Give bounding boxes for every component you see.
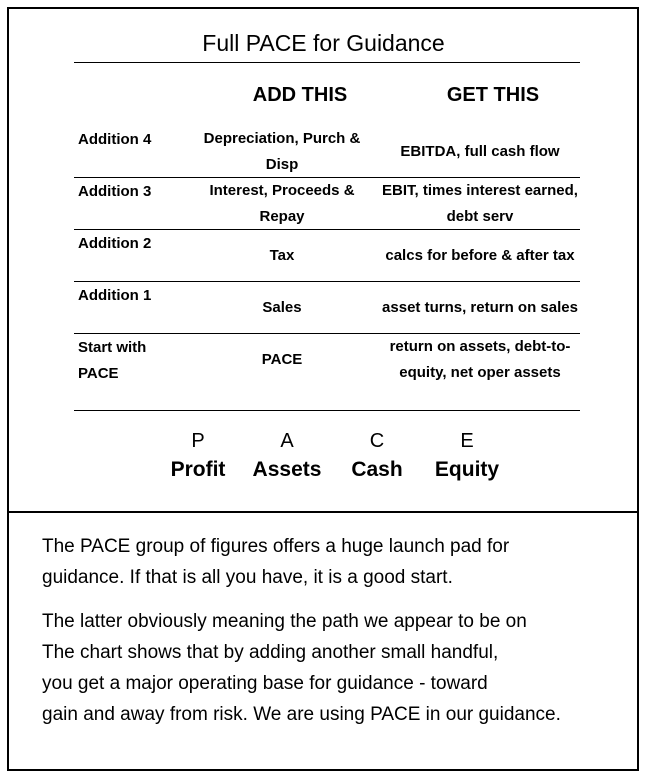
page-title: Full PACE for Guidance — [202, 30, 445, 56]
row-get: EBITDA, full cash flow — [400, 143, 560, 160]
header-add-this: ADD THIS — [252, 84, 348, 106]
pace-item-assets — [242, 428, 332, 486]
row-get: return on assets, debt-to-equity, net oper assets — [389, 338, 571, 381]
pace-letter: C — [369, 430, 385, 452]
table-row — [74, 178, 580, 230]
row-label: Addition 1 — [78, 287, 152, 304]
table-row — [74, 126, 580, 178]
pace-letter: A — [280, 430, 294, 452]
table-row — [74, 334, 580, 386]
paragraph-line: The chart shows that by adding another small handful, — [42, 642, 499, 663]
table-bottom-rule — [74, 410, 580, 411]
pace-word: Assets — [252, 458, 322, 481]
row-get: calcs for before & after tax — [385, 247, 575, 264]
paragraph-1 — [42, 531, 622, 593]
pace-word: Cash — [351, 458, 403, 481]
table-row — [74, 230, 580, 282]
row-label: Start with PACE — [78, 339, 147, 382]
row-label: Addition 2 — [78, 235, 152, 252]
pace-item-cash — [332, 428, 422, 486]
paragraph-line: The PACE group of figures offers a huge launch pad for — [42, 536, 510, 557]
pace-word: Equity — [434, 458, 500, 481]
table-row — [74, 282, 580, 334]
row-add: Sales — [262, 299, 302, 316]
paragraph-line: guidance. If that is all you have, it is a good start. — [42, 567, 453, 588]
pace-letter: E — [460, 430, 474, 452]
row-get: EBIT, times interest earned, debt serv — [382, 182, 578, 225]
paragraph-line: gain and away from risk. We are using PACE in our guidance. — [42, 704, 561, 725]
pace-word: Profit — [170, 458, 226, 481]
pace-letter: P — [191, 430, 205, 452]
title-divider — [74, 62, 580, 63]
pace-item-profit — [153, 428, 243, 486]
row-label: Addition 3 — [78, 183, 152, 200]
row-add: Depreciation, Purch & Disp — [203, 130, 361, 173]
pace-legend — [0, 428, 647, 488]
row-add: Interest, Proceeds & Repay — [209, 182, 355, 225]
row-add: PACE — [261, 351, 303, 368]
paragraph-2 — [42, 606, 622, 730]
pace-item-equity — [422, 428, 512, 486]
paragraph-line: The latter obviously meaning the path we appear to be on — [42, 611, 527, 632]
paragraph-line: you get a major operating base for guidance - toward — [42, 673, 488, 694]
row-add: Tax — [269, 247, 295, 264]
row-get: asset turns, return on sales — [382, 299, 578, 316]
header-get-this: GET THIS — [446, 84, 540, 106]
row-label: Addition 4 — [78, 131, 152, 148]
